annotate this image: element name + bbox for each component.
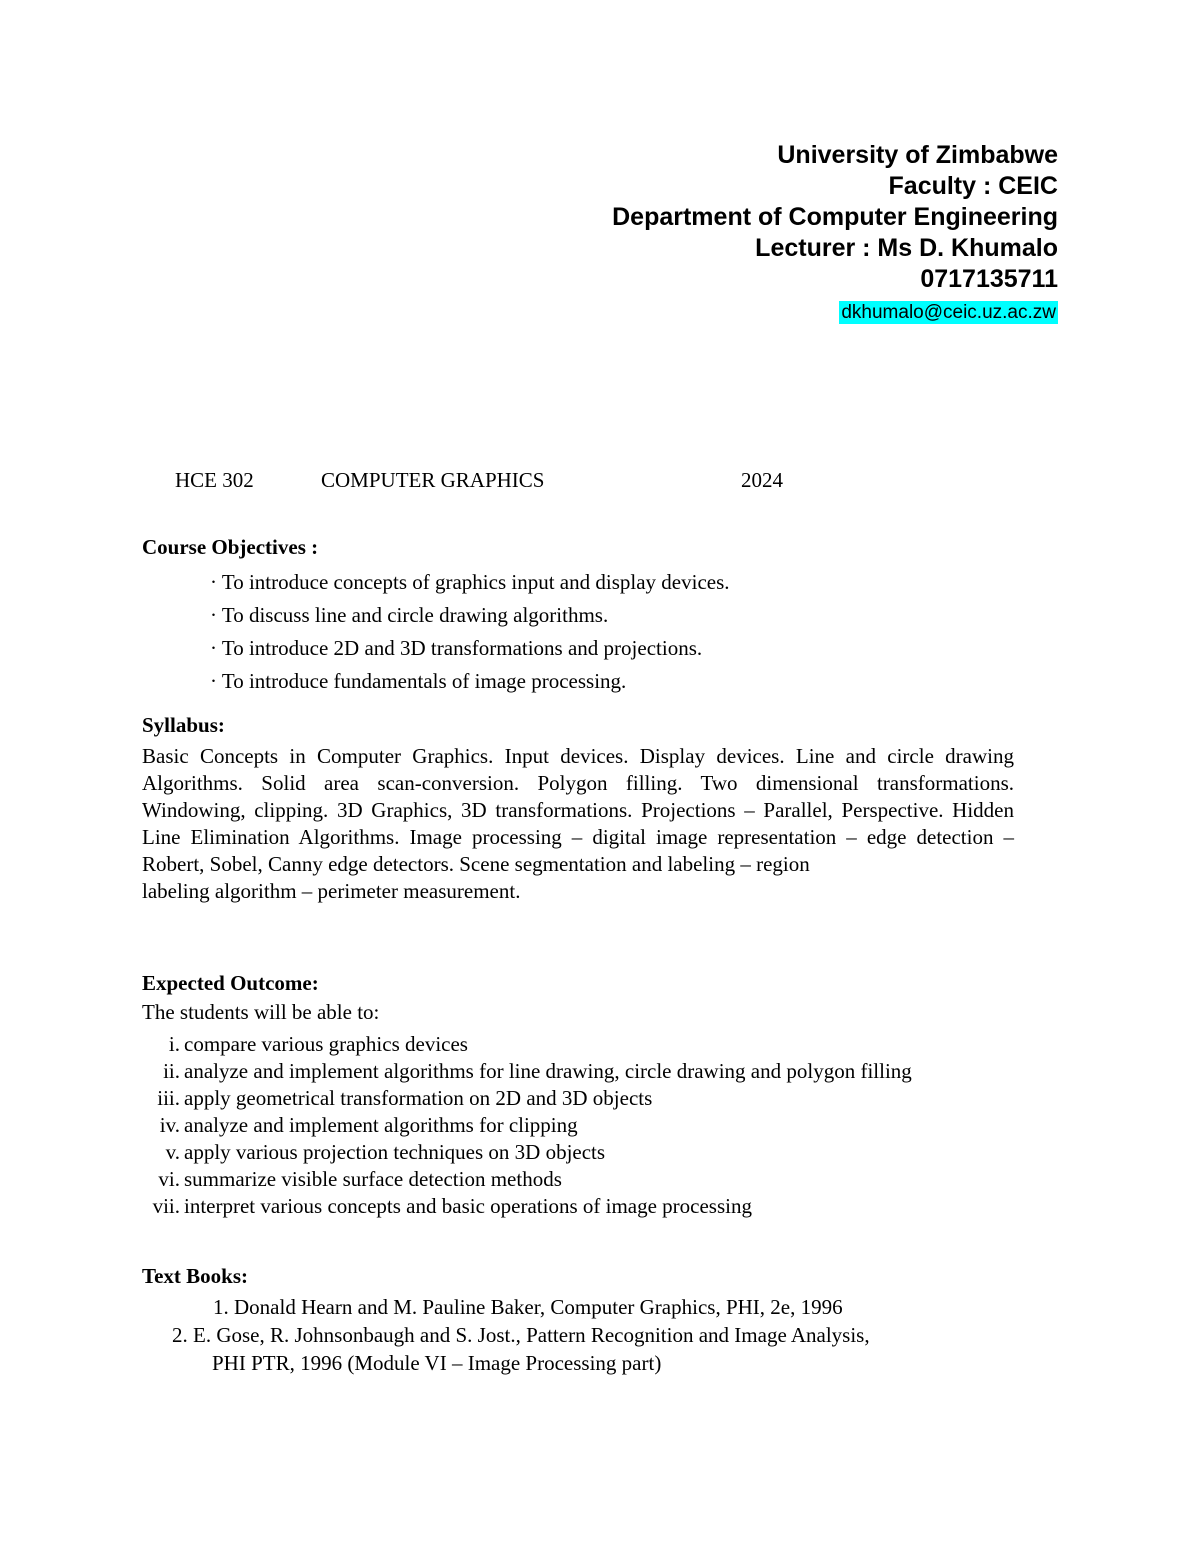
outcome-number: i. — [168, 1032, 180, 1056]
outcome-text: analyze and implement algorithms for line drawing, circle drawing and polygon filling — [184, 1059, 912, 1083]
syllabus-paragraph-continuation: labeling algorithm – perimeter measurement. — [142, 879, 521, 903]
faculty-line: Faculty : CEIC — [888, 172, 1058, 200]
objective-item: · To introduce 2D and 3D transformations and projections. — [210, 636, 703, 660]
outcome-number: ii. — [163, 1059, 180, 1083]
syllabus-paragraph: Basic Concepts in Computer Graphics. Input devices. Display devices. Line and circle drawing Algorithms. Solid area scan-conversion. Polygon filling. Two dimensional transformations. Windowing, clipping. 3D Graphics, 3D transformations. Projections – Parallel, Perspective. Hidden Line Elimination Algorithms. Image processing – digital image representation – edge detection – Robert, Sobel, Canny edge detectors. Scene segmentation and labeling – region — [142, 744, 1014, 876]
outcome-text: summarize visible surface detection methods — [184, 1167, 562, 1191]
outcome-text: compare various graphics devices — [184, 1032, 468, 1056]
course-heading — [0, 468, 1200, 496]
outcome-item — [142, 1112, 1022, 1139]
outcome-number: vi. — [158, 1167, 180, 1191]
objective-item: · To discuss line and circle drawing algorithms. — [210, 603, 609, 627]
course-title: COMPUTER GRAPHICS — [321, 468, 545, 492]
objective-item: · To introduce concepts of graphics input and display devices. — [210, 570, 730, 594]
syllabus-title: Syllabus: — [142, 713, 225, 737]
outcome-text: interpret various concepts and basic operations of image processing — [184, 1194, 752, 1218]
objective-item: · To introduce fundamentals of image processing. — [210, 669, 627, 693]
phone-number: 0717135711 — [920, 265, 1058, 293]
institution-header — [612, 140, 1058, 326]
textbooks-list — [142, 1293, 1042, 1377]
department-line: Department of Computer Engineering — [612, 203, 1058, 231]
objectives-title: Course Objectives : — [142, 535, 319, 559]
outcome-item — [142, 1031, 1022, 1058]
outcome-text: apply various projection techniques on 3D objects — [184, 1140, 606, 1164]
outcome-intro: The students will be able to: — [142, 1000, 380, 1024]
outcome-number: vii. — [152, 1194, 180, 1218]
textbooks-title: Text Books: — [142, 1264, 248, 1288]
outcome-number: iv. — [159, 1113, 180, 1137]
outcome-list — [142, 1031, 1022, 1220]
textbook-item: 2. E. Gose, R. Johnsonbaugh and S. Jost., Pattern Recognition and Image Analysis, — [172, 1323, 870, 1347]
syllabus-body — [142, 743, 1014, 905]
outcome-item — [142, 1058, 1022, 1085]
outcome-item — [142, 1166, 1022, 1193]
lecturer-line: Lecturer : Ms D. Khumalo — [755, 234, 1058, 262]
university-name: University of Zimbabwe — [777, 141, 1058, 169]
outcome-text: apply geometrical transformation on 2D and 3D objects — [184, 1086, 653, 1110]
course-code: HCE 302 — [175, 468, 254, 492]
outcome-number: iii. — [157, 1086, 180, 1110]
outcome-item — [142, 1193, 1022, 1220]
course-year: 2024 — [741, 468, 783, 492]
outcome-title: Expected Outcome: — [142, 971, 319, 995]
outcome-text: analyze and implement algorithms for clipping — [184, 1113, 578, 1137]
outcome-item — [142, 1085, 1022, 1112]
objectives-list — [210, 566, 730, 698]
outcome-number: v. — [165, 1140, 180, 1164]
outcome-item — [142, 1139, 1022, 1166]
textbook-item-continuation: PHI PTR, 1996 (Module VI – Image Processing part) — [212, 1351, 662, 1375]
textbook-item: 1. Donald Hearn and M. Pauline Baker, Computer Graphics, PHI, 2e, 1996 — [213, 1295, 843, 1319]
email-address: dkhumalo@ceic.uz.ac.zw — [841, 302, 1056, 323]
